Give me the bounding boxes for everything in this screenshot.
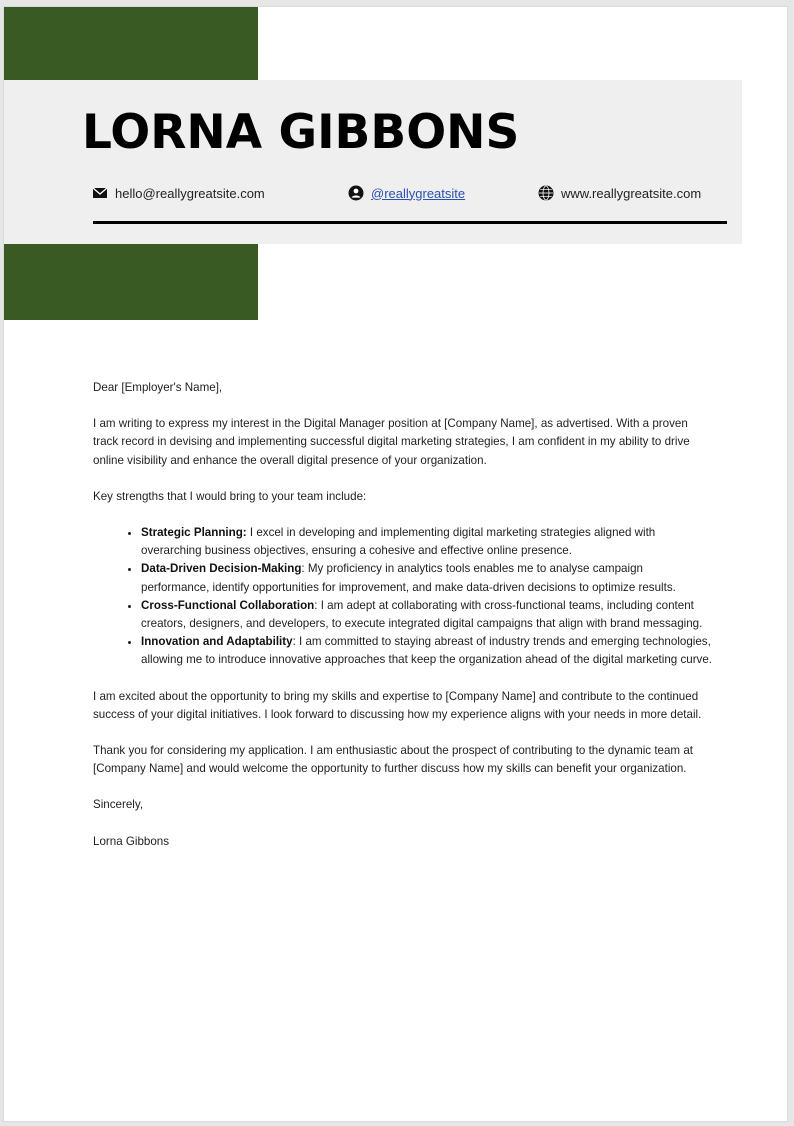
strength-text: : I am committed to staying abreast of industry trends and emerging technologies, allowing me to introduce innovative approaches that keep the organization ahead of the digital marketing curve. bbox=[141, 635, 713, 667]
strengths-intro: Key strengths that I would bring to your team include: bbox=[93, 489, 367, 503]
strength-title: Cross-Functional Collaboration bbox=[141, 598, 315, 612]
strength-title: Innovation and Adaptability bbox=[141, 635, 293, 649]
intro-paragraph: I am writing to express my interest in the Digital Manager position at [Company Name], as advertised. With a proven track record in devising and implementing successful digital marketing strategies, I am confident in my ability to drive online visibility and enhance the overall digital presence of your organization. bbox=[93, 417, 690, 467]
contact-social[interactable] bbox=[348, 184, 465, 202]
strength-text: : My proficiency in analytics tools enables me to analyse campaign performance, identify opportunities for improvement, and make data-driven decisions to optimize results. bbox=[141, 562, 676, 594]
applicant-name: LORNA GIBBONS bbox=[82, 105, 520, 160]
list-item bbox=[141, 524, 713, 560]
globe-icon bbox=[538, 185, 554, 201]
social-handle-link[interactable]: @reallygreatsite bbox=[371, 185, 466, 201]
email-text: hello@reallygreatsite.com bbox=[115, 185, 265, 201]
strengths-list bbox=[93, 524, 713, 670]
contact-website bbox=[538, 184, 701, 202]
list-item bbox=[141, 597, 713, 633]
list-item bbox=[141, 633, 713, 669]
strength-text: : I am adept at collaborating with cross-functional teams, including content creators, designers, and developers, to execute integrated digital campaigns that align with brand messaging. bbox=[141, 598, 703, 631]
user-circle-icon bbox=[348, 185, 364, 201]
excited-paragraph: I am excited about the opportunity to bring my skills and expertise to [Company Name] and contribute to the continued success of your digital initiatives. I look forward to discussing how my experience aligns with your needs in more detail. bbox=[93, 689, 702, 721]
website-text: www.reallygreatsite.com bbox=[561, 185, 702, 201]
strength-title: Strategic Planning: bbox=[141, 526, 247, 540]
accent-block-top bbox=[4, 7, 258, 80]
list-item bbox=[141, 560, 713, 596]
document-page bbox=[3, 6, 788, 1122]
closing: Sincerely, bbox=[93, 798, 144, 812]
accent-block-bottom bbox=[4, 244, 258, 320]
thanks-paragraph: Thank you for considering my application. I am enthusiastic about the prospect of contributing to the dynamic team at [Company Name] and would welcome the opportunity to further discuss how my skills can benefit your organization. bbox=[93, 744, 693, 776]
contact-email bbox=[92, 184, 265, 202]
signature: Lorna Gibbons bbox=[93, 834, 170, 848]
letter-body bbox=[93, 379, 713, 869]
salutation: Dear [Employer's Name], bbox=[93, 381, 223, 394]
strength-title: Data-Driven Decision-Making bbox=[141, 562, 302, 576]
strength-text: I excel in developing and implementing digital marketing strategies aligned with overarching business objectives, ensuring a cohesive and effective online presence. bbox=[141, 526, 656, 558]
header-divider bbox=[93, 221, 727, 224]
envelope-icon bbox=[92, 185, 108, 201]
